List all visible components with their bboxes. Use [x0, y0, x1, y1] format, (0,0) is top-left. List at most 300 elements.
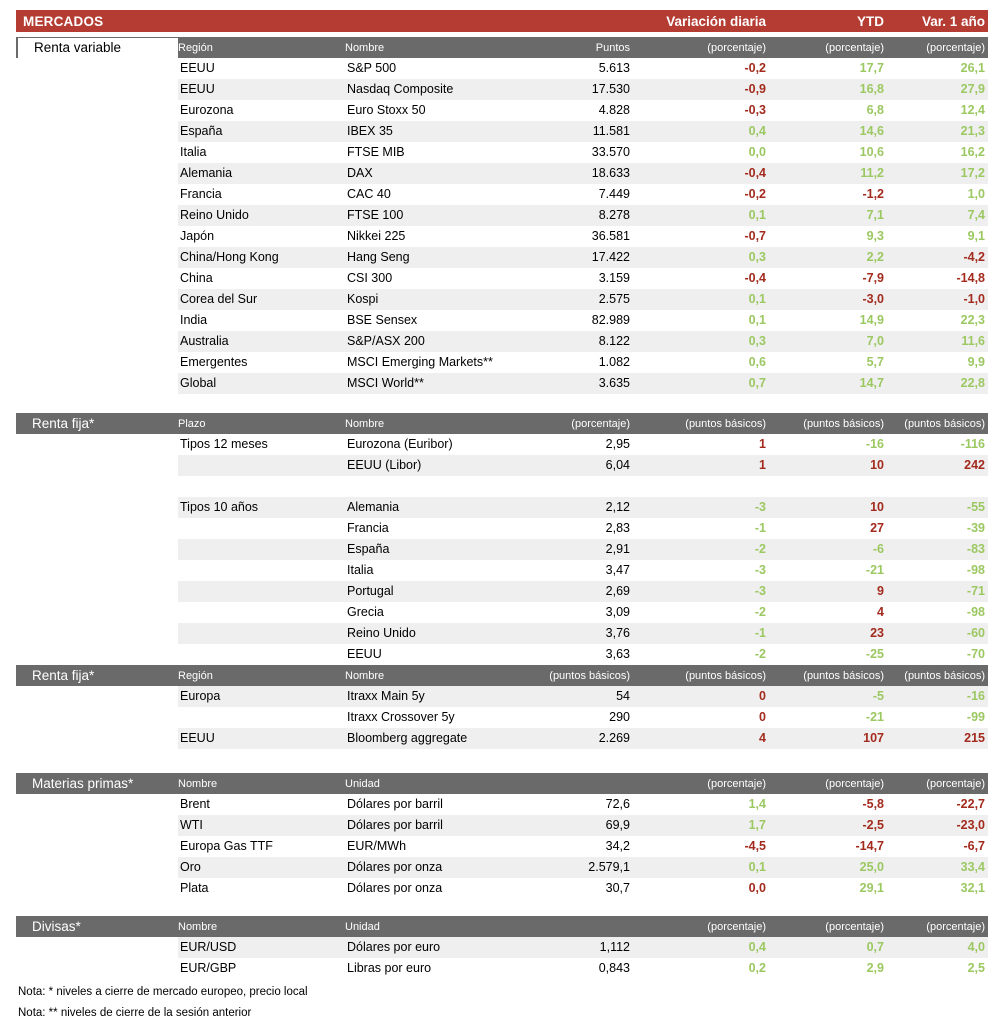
name-cell: Alemania: [345, 497, 508, 518]
region-cell: EEUU: [178, 728, 345, 749]
row-label-spacer: [16, 878, 178, 899]
daily-change-cell: 0,1: [633, 857, 769, 878]
one-year-change-cell: -6,7: [963, 839, 985, 853]
daily-change-cell: 0,3: [633, 331, 769, 352]
row-label-spacer: [16, 331, 178, 352]
one-year-change-cell: -16: [887, 686, 988, 707]
name-cell: Dólares por onza: [345, 857, 508, 878]
value-cell: 6,04: [508, 455, 633, 476]
name-cell: MSCI World**: [345, 373, 508, 394]
daily-change-cell: 0: [633, 686, 769, 707]
name-cell: CAC 40: [347, 187, 391, 201]
section-label: Renta fija*: [32, 416, 95, 431]
one-year-change-cell: 22,3: [960, 313, 985, 327]
row-label-spacer: [16, 958, 178, 979]
daily-change-cell: -0,4: [744, 271, 766, 285]
ytd-change-cell: -5: [769, 686, 887, 707]
one-year-change-cell: 9,9: [967, 355, 985, 369]
ytd-change-cell: -25: [865, 647, 884, 661]
table-row: [16, 794, 988, 815]
column-header-1y-unit: (porcentaje): [926, 777, 985, 790]
name-cell: BSE Sensex: [347, 313, 418, 327]
region-cell: [178, 581, 345, 602]
row-label-spacer: [16, 686, 178, 707]
value-cell: 2,69: [508, 581, 633, 602]
row-label-spacer: [16, 644, 178, 665]
value-cell: 0,843: [598, 961, 630, 975]
region-cell: [178, 707, 345, 728]
ytd-change-cell: 27: [870, 521, 884, 535]
daily-change-cell: -0,2: [744, 61, 766, 75]
daily-change-cell: -0,3: [744, 103, 766, 117]
ytd-change-cell: -6: [769, 539, 887, 560]
region-cell: [178, 455, 345, 476]
row-label-spacer: [16, 623, 178, 644]
table-row: [16, 815, 988, 836]
one-year-change-cell: 4,0: [887, 937, 988, 958]
daily-change-cell: 0,1: [633, 289, 769, 310]
table-row: [16, 728, 988, 749]
row-label-spacer: [16, 310, 178, 331]
row-label-spacer: [16, 373, 178, 394]
daily-change-cell: -0,2: [744, 187, 766, 201]
ytd-change-cell: 10: [769, 497, 887, 518]
spacer-row: [16, 476, 988, 497]
name-cell: España: [345, 539, 508, 560]
one-year-change-cell: 2,5: [967, 961, 985, 975]
ytd-change-cell: 14,7: [769, 373, 887, 394]
section-header-row: [16, 665, 988, 686]
row-label-spacer: [16, 602, 178, 623]
row-label-spacer: [16, 247, 178, 268]
row-label-spacer: [16, 121, 178, 142]
ytd-change-cell: -21: [865, 563, 884, 577]
row-label-spacer: [16, 937, 178, 958]
region-cell: EUR/USD: [178, 937, 345, 958]
name-cell: Dólares por barril: [347, 797, 443, 811]
region-cell: Plata: [180, 881, 209, 895]
value-cell: 69,9: [508, 815, 633, 836]
row-label-spacer: [16, 815, 178, 836]
value-cell: 2,12: [508, 497, 633, 518]
one-year-change-cell: 16,2: [960, 145, 985, 159]
one-year-change-cell: -116: [960, 437, 985, 451]
column-header-c1: Nombre: [178, 777, 218, 790]
daily-change-cell: 1: [633, 455, 769, 476]
value-cell: 8.122: [508, 331, 633, 352]
daily-change-cell: -1: [754, 521, 766, 535]
column-header-c2: Unidad: [345, 777, 380, 790]
column-header-value: Puntos: [595, 41, 630, 54]
one-year-change-cell: -60: [887, 623, 988, 644]
table-row: [16, 247, 988, 268]
value-cell: 290: [609, 710, 630, 724]
value-cell: 2,83: [605, 521, 630, 535]
daily-change-cell: -3: [633, 497, 769, 518]
ytd-change-cell: 9: [769, 581, 887, 602]
table-row: [16, 623, 988, 644]
column-header-ytd-unit: (porcentaje): [825, 41, 884, 54]
section-header-row: [16, 773, 988, 794]
value-cell: 3,09: [605, 605, 630, 619]
name-cell: MSCI Emerging Markets**: [347, 355, 493, 369]
region-cell: [178, 539, 345, 560]
daily-change-cell: 0,0: [748, 145, 766, 159]
column-header-c2: Nombre: [345, 669, 385, 682]
one-year-change-cell: -1,0: [887, 289, 988, 310]
ytd-change-cell: 2,2: [769, 247, 887, 268]
table-row: [16, 268, 988, 289]
value-cell: 2,95: [605, 437, 630, 451]
footnote-double-asterisk: Nota: ** niveles de cierre de la sesión anterior: [18, 1007, 252, 1019]
one-year-change-cell: 1,0: [967, 187, 985, 201]
table-row: [16, 121, 988, 142]
ytd-change-cell: 0,7: [769, 937, 887, 958]
name-cell: Dólares por euro: [345, 937, 508, 958]
column-header-1y-unit: (porcentaje): [926, 920, 985, 933]
name-cell: Libras por euro: [347, 961, 432, 975]
name-cell: Francia: [347, 521, 389, 535]
region-cell: EUR/GBP: [180, 961, 237, 975]
row-label-spacer: [16, 581, 178, 602]
daily-change-cell: -3: [754, 563, 766, 577]
region-cell: India: [180, 313, 208, 327]
one-year-change-cell: -14,8: [956, 271, 985, 285]
ytd-change-cell: 10: [769, 455, 887, 476]
region-cell: España: [178, 121, 345, 142]
value-cell: 3.635: [508, 373, 633, 394]
one-year-change-cell: -99: [966, 710, 985, 724]
column-header-value: (puntos básicos): [549, 669, 630, 682]
table-row: [16, 100, 988, 121]
region-cell: EEUU: [178, 79, 345, 100]
value-cell: 5.613: [598, 61, 630, 75]
name-cell: Kospi: [345, 289, 508, 310]
section-header-row: [16, 37, 988, 58]
one-year-change-cell: -98: [966, 605, 985, 619]
row-label-spacer: [16, 857, 178, 878]
ytd-change-cell: 107: [769, 728, 887, 749]
ytd-change-cell: 14,6: [769, 121, 887, 142]
value-cell: [508, 476, 633, 497]
region-cell: Tipos 10 años: [178, 497, 345, 518]
region-cell: [178, 623, 345, 644]
name-cell: [345, 476, 508, 497]
daily-change-cell: 0,1: [748, 313, 766, 327]
name-cell: Dólares por barril: [345, 815, 508, 836]
table-row: [16, 352, 988, 373]
column-header-ytd-unit: (puntos básicos): [803, 669, 884, 682]
ytd-change-cell: 2,9: [866, 961, 884, 975]
ytd-change-cell: 11,2: [769, 163, 887, 184]
section-header-row: [16, 916, 988, 937]
region-cell: [178, 602, 345, 623]
table-row: [16, 205, 988, 226]
value-cell: 33.570: [591, 145, 630, 159]
row-label-spacer: [16, 455, 178, 476]
section: [16, 665, 988, 749]
daily-change-cell: 0,2: [748, 961, 766, 975]
column-header-ytd-unit: (porcentaje): [825, 777, 884, 790]
ytd-change-cell: 7,0: [769, 331, 887, 352]
one-year-change-cell: [887, 476, 988, 497]
one-year-change-cell: -4,2: [887, 247, 988, 268]
one-year-change-cell: -23,0: [887, 815, 988, 836]
value-cell: 2,91: [508, 539, 633, 560]
daily-change-cell: 0,1: [633, 205, 769, 226]
ytd-change-cell: [769, 476, 887, 497]
table-row: [16, 686, 988, 707]
ytd-change-cell: -14,7: [855, 839, 884, 853]
daily-change-cell: 1: [759, 437, 766, 451]
ytd-change-cell: -7,9: [862, 271, 884, 285]
value-cell: 82.989: [591, 313, 630, 327]
one-year-change-cell: -98: [966, 563, 985, 577]
name-cell: EUR/MWh: [347, 839, 407, 853]
ytd-change-cell: 7,1: [769, 205, 887, 226]
table-row: [16, 310, 988, 331]
table-row: [16, 373, 988, 394]
region-cell: EEUU: [180, 61, 215, 75]
daily-change-cell: -2: [754, 605, 766, 619]
daily-change-cell: 1,4: [748, 797, 766, 811]
ytd-change-cell: -2,5: [769, 815, 887, 836]
name-cell: S&P 500: [347, 61, 397, 75]
name-cell: Grecia: [347, 605, 384, 619]
daily-change-cell: -4,5: [744, 839, 766, 853]
name-cell: S&P/ASX 200: [345, 331, 508, 352]
table-sections: [16, 37, 988, 979]
column-header-1y-unit: (puntos básicos): [904, 417, 985, 430]
name-cell: Eurozona (Euribor): [347, 437, 453, 451]
column-header-daily-change: Variación diaria: [666, 13, 766, 29]
one-year-change-cell: 12,4: [960, 103, 985, 117]
name-cell: Dólares por onza: [347, 881, 443, 895]
column-header-1-year-change: Var. 1 año: [921, 13, 985, 29]
column-header-c1: Nombre: [178, 920, 218, 933]
column-header-c2: Nombre: [345, 41, 385, 54]
table-row: [16, 857, 988, 878]
one-year-change-cell: 7,4: [887, 205, 988, 226]
table-row: [16, 289, 988, 310]
daily-change-cell: 0,7: [633, 373, 769, 394]
table-row: [16, 707, 988, 728]
region-cell: Tipos 12 meses: [180, 437, 268, 451]
region-cell: Oro: [178, 857, 345, 878]
name-cell: Reino Unido: [345, 623, 508, 644]
ytd-change-cell: -21: [865, 710, 884, 724]
name-cell: Hang Seng: [345, 247, 508, 268]
daily-change-cell: 0,4: [633, 121, 769, 142]
one-year-change-cell: 22,8: [887, 373, 988, 394]
ytd-change-cell: 29,1: [859, 881, 884, 895]
value-cell: 2.575: [508, 289, 633, 310]
column-header-c1: Región: [178, 669, 213, 682]
table-row: [16, 539, 988, 560]
row-label-spacer: [16, 100, 178, 121]
value-cell: 34,2: [605, 839, 630, 853]
value-cell: 72,6: [605, 797, 630, 811]
table-row: [16, 79, 988, 100]
region-cell: Eurozona: [180, 103, 234, 117]
table-row: [16, 878, 988, 899]
value-cell: 3,47: [605, 563, 630, 577]
name-cell: CSI 300: [347, 271, 393, 285]
daily-change-cell: [633, 476, 769, 497]
row-label-spacer: [16, 836, 178, 857]
section-label: Renta variable: [18, 38, 178, 58]
value-cell: 54: [508, 686, 633, 707]
row-label-spacer: [16, 268, 178, 289]
ytd-change-cell: -1,2: [862, 187, 884, 201]
table-row: [16, 644, 988, 665]
row-label-spacer: [16, 794, 178, 815]
region-cell: Alemania: [178, 163, 345, 184]
value-cell: 3.159: [598, 271, 630, 285]
region-cell: WTI: [178, 815, 345, 836]
table-row: [16, 184, 988, 205]
daily-change-cell: -0,9: [633, 79, 769, 100]
section: [16, 413, 988, 665]
daily-change-cell: 0: [759, 710, 766, 724]
region-cell: Europa Gas TTF: [180, 839, 273, 853]
section-label: Materias primas*: [32, 776, 134, 791]
table-row: [16, 163, 988, 184]
ytd-change-cell: -3,0: [769, 289, 887, 310]
ytd-change-cell: 17,7: [859, 61, 884, 75]
one-year-change-cell: -39: [966, 521, 985, 535]
name-cell: Itraxx Crossover 5y: [347, 710, 455, 724]
daily-change-cell: -0,7: [744, 229, 766, 243]
row-label-spacer: [16, 205, 178, 226]
value-cell: 7.449: [598, 187, 630, 201]
table-row: [16, 581, 988, 602]
region-cell: Europa: [178, 686, 345, 707]
value-cell: 36.581: [591, 229, 630, 243]
daily-change-cell: -2: [754, 647, 766, 661]
one-year-change-cell: 9,1: [967, 229, 985, 243]
region-cell: China: [180, 271, 213, 285]
one-year-change-cell: 26,1: [960, 61, 985, 75]
column-header-ytd-unit: (puntos básicos): [803, 417, 884, 430]
row-label-spacer: [16, 707, 178, 728]
one-year-change-cell: 11,6: [887, 331, 988, 352]
row-label-spacer: [16, 226, 178, 247]
daily-change-cell: 1,7: [633, 815, 769, 836]
region-cell: Emergentes: [180, 355, 248, 369]
footnotes: [16, 986, 988, 1019]
column-header-1y-unit: (porcentaje): [926, 41, 985, 54]
table-row: [16, 142, 988, 163]
column-header-daily-unit: (puntos básicos): [685, 669, 766, 682]
one-year-change-cell: 27,9: [887, 79, 988, 100]
region-cell: Brent: [180, 797, 210, 811]
column-header-c2: Nombre: [345, 417, 385, 430]
section: [16, 916, 988, 979]
ytd-change-cell: 14,9: [859, 313, 884, 327]
table-row: [16, 560, 988, 581]
value-cell: 18.633: [508, 163, 633, 184]
row-label-spacer: [16, 560, 178, 581]
column-header-ytd-unit: (porcentaje): [825, 920, 884, 933]
region-cell: Francia: [180, 187, 222, 201]
row-label-spacer: [16, 289, 178, 310]
region-cell: China/Hong Kong: [178, 247, 345, 268]
ytd-change-cell: 25,0: [769, 857, 887, 878]
ytd-change-cell: 16,8: [769, 79, 887, 100]
ytd-change-cell: 5,7: [866, 355, 884, 369]
ytd-change-cell: -16: [865, 437, 884, 451]
region-cell: Italia: [180, 145, 207, 159]
column-header-daily-unit: (puntos básicos): [685, 417, 766, 430]
section-header-row: [16, 413, 988, 434]
region-cell: Corea del Sur: [178, 289, 345, 310]
row-label-spacer: [16, 352, 178, 373]
ytd-change-cell: 4: [877, 605, 884, 619]
row-label-spacer: [16, 79, 178, 100]
table-row: [16, 518, 988, 539]
name-cell: Nikkei 225: [347, 229, 406, 243]
column-header-daily-unit: (porcentaje): [707, 777, 766, 790]
daily-change-cell: 0,0: [748, 881, 766, 895]
region-cell: [178, 518, 345, 539]
section-label: Divisas*: [32, 919, 81, 934]
table-row: [16, 331, 988, 352]
one-year-change-cell: 215: [887, 728, 988, 749]
table-row: [16, 958, 988, 979]
value-cell: 30,7: [605, 881, 630, 895]
value-cell: 2.269: [508, 728, 633, 749]
column-header-1y-unit: (puntos básicos): [904, 669, 985, 682]
daily-change-cell: 4: [633, 728, 769, 749]
name-cell: FTSE MIB: [347, 145, 405, 159]
value-cell: 1.082: [598, 355, 630, 369]
table-row: [16, 434, 988, 455]
markets-table: [16, 10, 988, 1019]
name-cell: Italia: [347, 563, 374, 577]
one-year-change-cell: -55: [887, 497, 988, 518]
table-row: [16, 58, 988, 79]
one-year-change-cell: -71: [887, 581, 988, 602]
one-year-change-cell: 33,4: [887, 857, 988, 878]
region-cell: Japón: [180, 229, 215, 243]
region-cell: [178, 560, 345, 581]
table-row: [16, 455, 988, 476]
value-cell: 3,63: [605, 647, 630, 661]
daily-change-cell: -3: [633, 581, 769, 602]
row-label-spacer: [16, 434, 178, 455]
ytd-change-cell: 6,8: [866, 103, 884, 117]
value-cell: 17.422: [508, 247, 633, 268]
row-label-spacer: [16, 142, 178, 163]
row-label-spacer: [16, 163, 178, 184]
one-year-change-cell: -22,7: [956, 797, 985, 811]
daily-change-cell: 0,3: [633, 247, 769, 268]
value-cell: 3,76: [508, 623, 633, 644]
ytd-change-cell: 9,3: [866, 229, 884, 243]
row-label-spacer: [16, 184, 178, 205]
row-label-spacer: [16, 539, 178, 560]
column-header-c1: Plazo: [178, 417, 206, 430]
one-year-change-cell: 242: [887, 455, 988, 476]
region-cell: [178, 476, 345, 497]
region-cell: [178, 644, 345, 665]
name-cell: DAX: [345, 163, 508, 184]
daily-change-cell: -1: [633, 623, 769, 644]
row-label-spacer: [16, 518, 178, 539]
column-header-daily-unit: (porcentaje): [707, 41, 766, 54]
daily-change-cell: 0,6: [748, 355, 766, 369]
